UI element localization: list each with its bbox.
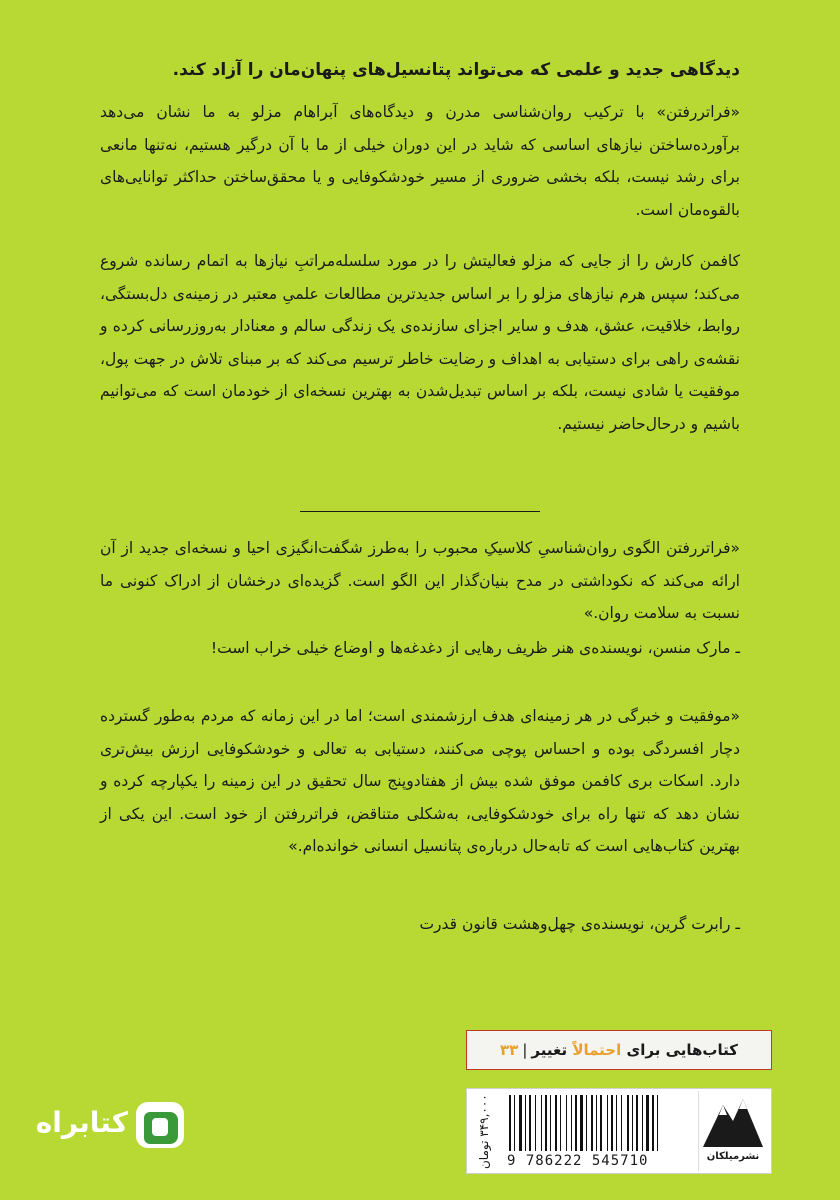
series-accent: احتمالاً [572, 1041, 622, 1059]
barcode-icon [507, 1095, 697, 1153]
ketabrah-icon [134, 1098, 188, 1152]
review-quote-2-author: ـ رابرت گرین، نویسنده‌ی چهل‌وهشت قانون قدرت [419, 915, 740, 933]
ketabrah-logo[interactable] [35, 1098, 188, 1158]
description-paragraph-2: کافمن کارش را از جایی که مزلو فعالیتش را در مورد سلسله‌مراتبِ نیازها به اتمام رسانده شروع می‌کند؛ سپس هرم نیازهای مزلو را بر اساس جدیدترین مطالعات علمیِ معتبر در زمینه‌ی دل‌بستگی، روابط، خلاقیت، عشق، هدف و سایر اجزای سازنده‌ی یک زندگی سالم و معنادار به‌روزرسانی کرده و نقشه‌ی راهی برای دستیابی به اهداف و رضایت خاطر ترسیم می‌کند که بر مبنای تلاش در جهت پول، موفقیت یا شادی نیست، بلکه بر اساس تبدیل‌شدن به بهترین نسخه‌ای از خودمان است که می‌توانیم باشیم و درحال‌حاضر نیستیم. [100, 252, 740, 433]
price-label: ۳۴۹,۰۰۰ تومان [477, 1094, 491, 1170]
series-label [466, 1030, 772, 1070]
mountain-logo-icon [699, 1091, 767, 1153]
series-separator: | [522, 1041, 528, 1059]
review-quote-2: «موفقیت و خبرگی در هر زمینه‌ای هدف ارزشمندی است؛ اما در این زمانه که مردم به‌طور گسترده دچار افسردگی بوده و احساس پوچی می‌کنند، دستیابی به تعالی و خودشکوفایی ارزش بیش‌تری دارد. اسکات بری کافمن موفق شده بیش از هفتادوپنج سال تحقیق در این زمینه را یکپارچه کرده و نشان دهد که تنها راه برای خودشکوفایی، به‌شکلی متناقض، فراتررفتن از خود است. این یکی از بهترین کتاب‌هایی است که تابه‌حال درباره‌ی پتانسیل انسانی خوانده‌ام.» [100, 707, 740, 855]
series-suffix: تغییر [531, 1041, 568, 1059]
barcode-panel [466, 1088, 772, 1174]
ketabrah-name: کتابراه [35, 1106, 128, 1139]
series-prefix: کتاب‌هایی برای [626, 1041, 738, 1059]
review-quote-1-author: ـ مارک منسن، نویسنده‌ی هنر ظریف رهایی از دغدغه‌ها و اوضاع خیلی خراب است! [210, 639, 740, 657]
series-number: ۳۳ [500, 1041, 519, 1059]
description-paragraph-1: «فراتررفتن» با ترکیب روان‌شناسی مدرن و دیدگاه‌های آبراهام مزلو به ما نشان می‌دهد برآورده‌ساختن نیازهای اساسی که شاید در این دوران خیلی از ما با آن درگیر هستیم، نه‌تنها مانعی برای رشد نیست، بلکه بخشی ضروری از مسیر خودشکوفایی و یا محقق‌ساختن حداکثر توانایی‌های بالقوه‌مان است. [100, 103, 740, 219]
review-quote-1: «فراتررفتن الگوی روان‌شناسیِ کلاسیکِ محبوب را به‌طرز شگفت‌انگیزی احیا و نسخه‌ای جدید از آن ارائه می‌کند که نکوداشتی در مدح بنیان‌گذار این الگو است. گزیده‌ای درخشان از ادراک کنونی ما نسبت به سلامت روان.» [100, 539, 740, 622]
isbn-number: 9 786222 545710 [507, 1153, 649, 1169]
section-divider [300, 511, 540, 512]
publisher-name: نشرمیلکان [706, 1151, 760, 1162]
headline: دیدگاهی جدید و علمی که می‌تواند پتانسیل‌های پنهان‌مان را آزاد کند. [172, 60, 740, 80]
